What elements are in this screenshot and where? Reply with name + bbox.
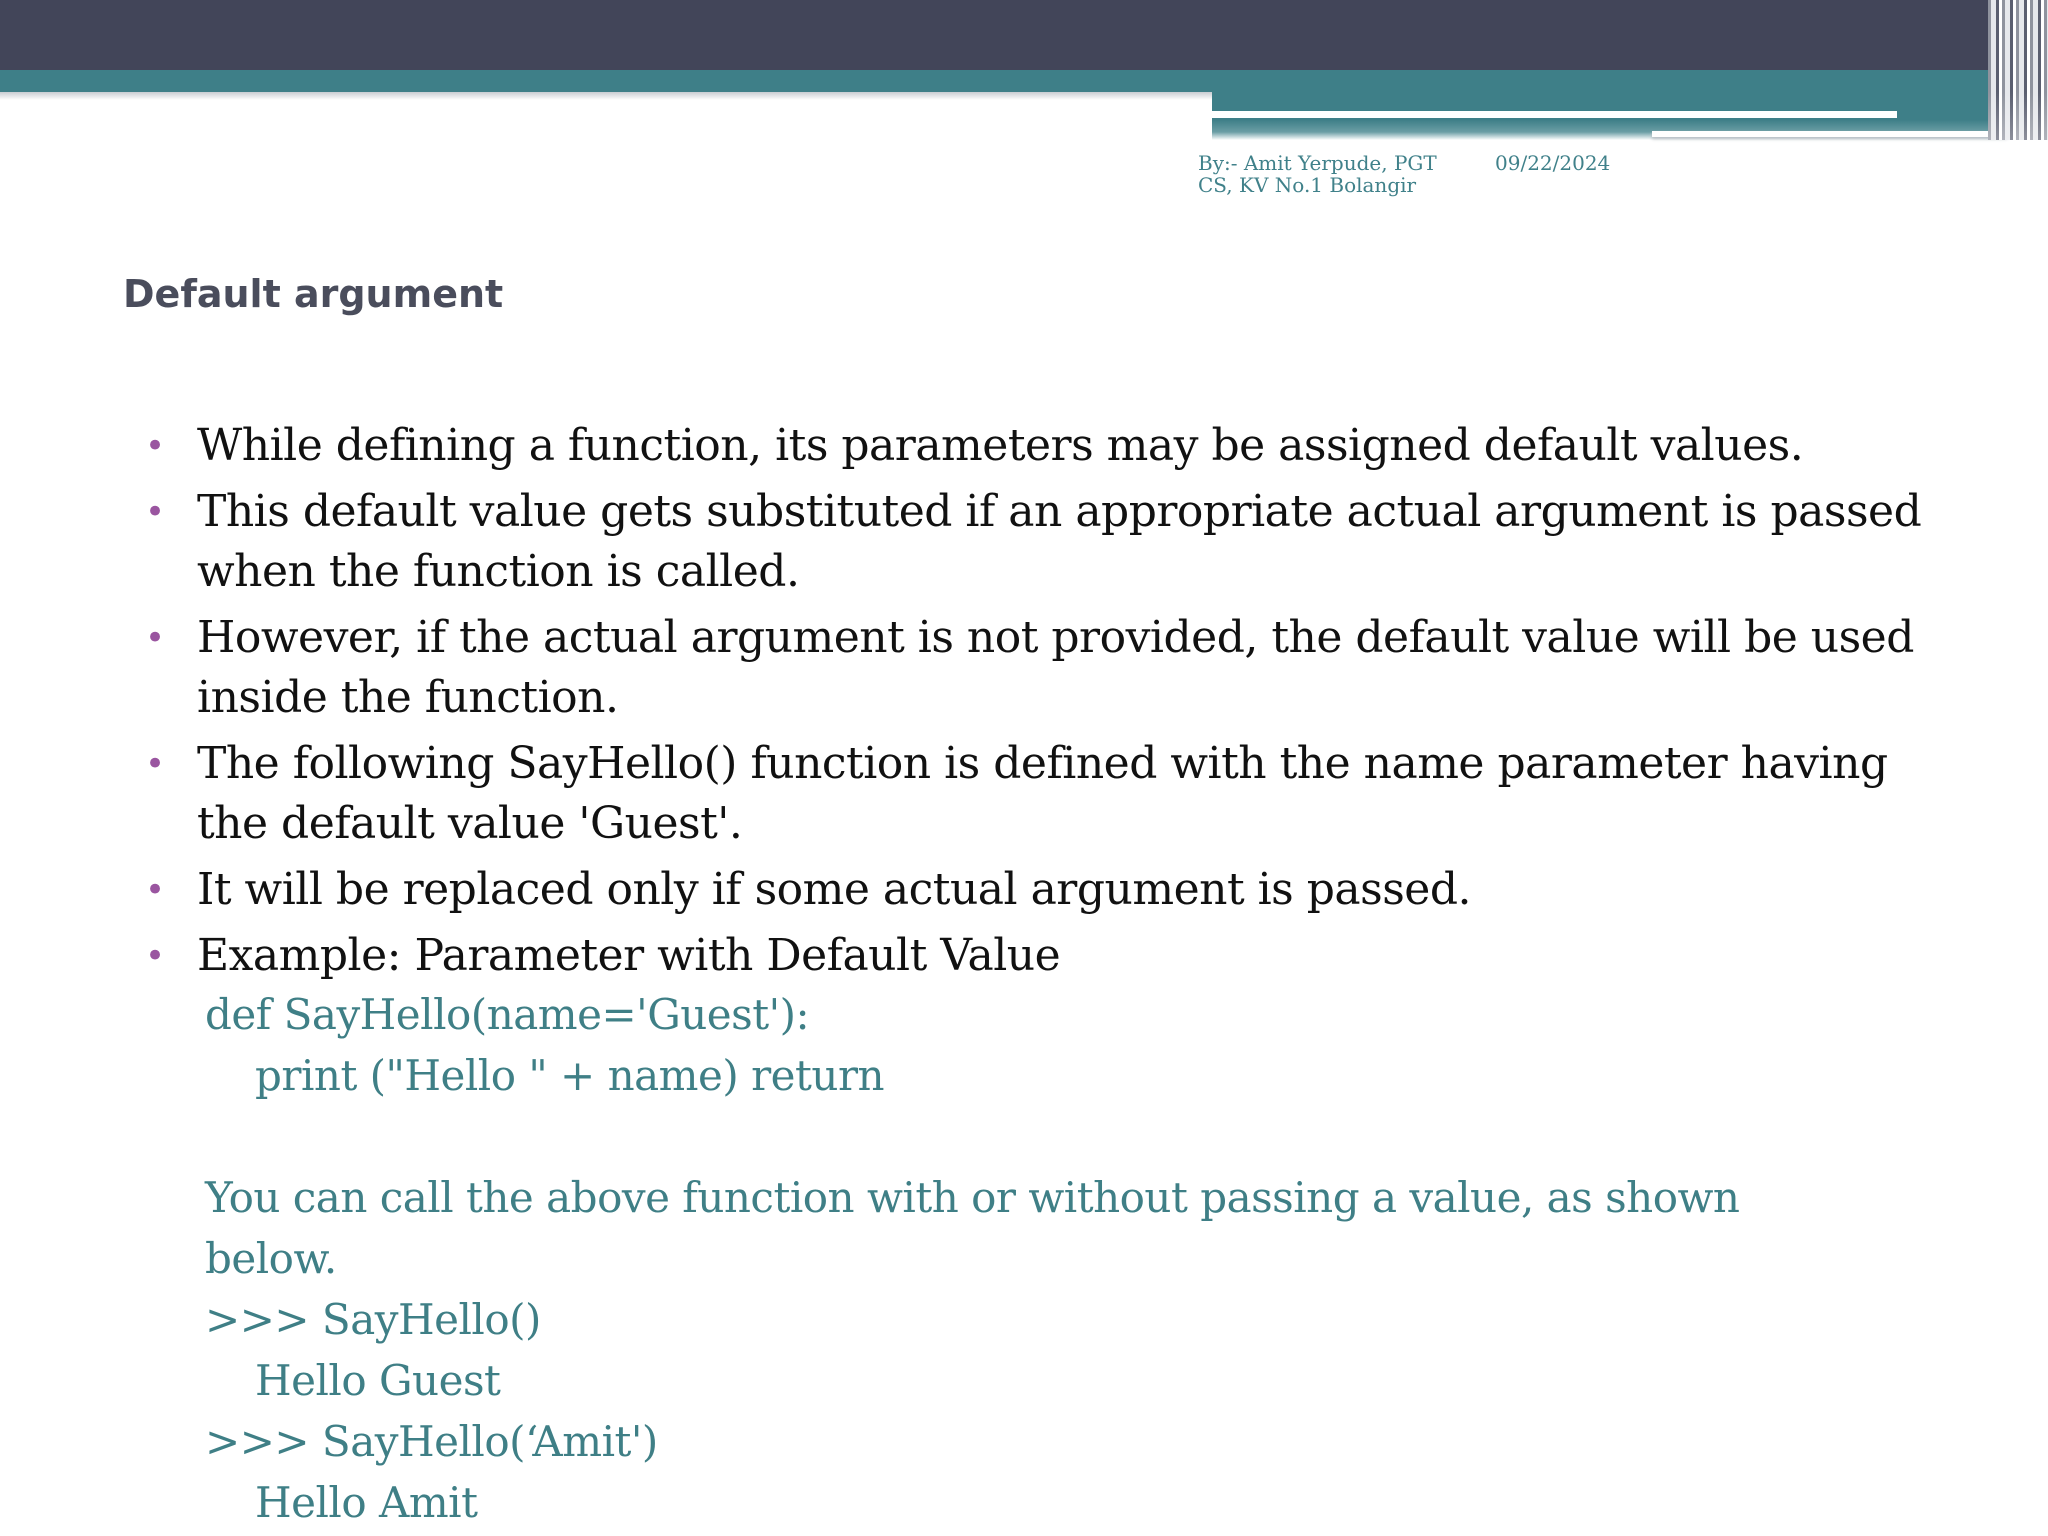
bullet-item [145,416,1945,476]
bullet-dot: • [145,492,165,532]
bullet-text: However, if the actual argument is not provided, the default value will be used [197,612,1914,663]
bullet-item [145,734,1945,854]
bullet-dot: • [145,618,165,658]
header-white-line-short [1652,131,2007,137]
bullet-dot: • [145,870,165,910]
header-white-line [1212,111,1897,118]
author-line-1: By:- Amit Yerpude, PGT [1198,151,1437,175]
code-explain-line-1: You can call the above function with or without passing a value, as shown [205,1173,1740,1222]
bullet-text: The following SayHello() function is defined with the name parameter having [197,738,1888,789]
bullet-dot: • [145,426,165,466]
bullet-text-cont: inside the function. [197,672,619,723]
code-output-2: Hello Amit [255,1478,478,1527]
bullet-text-cont: the default value 'Guest'. [197,798,743,849]
bullet-item [145,926,1945,986]
bullet-text: It will be replaced only if some actual argument is passed. [197,864,1471,915]
bullet-item [145,860,1945,920]
bullet-text-cont: when the function is called. [197,546,800,597]
code-call-2: >>> SayHello(‘Amit') [205,1417,658,1466]
footer-date: 09/22/2024 [1495,151,1611,175]
header-dark-bar [0,0,2048,70]
code-body-line: print ("Hello " + name) return [255,1051,885,1100]
code-def-line: def SayHello(name='Guest'): [205,990,810,1039]
slide-title: Default argument [123,272,504,316]
header-stripes-fade [1988,92,2048,140]
bullet-text: This default value gets substituted if an appropriate actual argument is passed [197,486,1922,537]
header-teal-gradient [1212,120,1990,140]
code-call-1: >>> SayHello() [205,1295,541,1344]
code-output-1: Hello Guest [255,1356,501,1405]
code-example [205,984,1905,1533]
code-blank-line [205,1106,1905,1167]
bullet-item [145,482,1945,602]
bullet-text: While defining a function, its parameters may be assigned default values. [197,420,1804,471]
bullet-dot: • [145,744,165,784]
code-explain-line-2: below. [205,1234,337,1283]
footer-author [1198,152,1468,196]
header-teal-bar [0,70,1990,92]
bullet-dot: • [145,936,165,976]
author-line-2: CS, KV No.1 Bolangir [1198,173,1417,197]
bullet-list [145,416,1945,992]
bullet-text: Example: Parameter with Default Value [197,930,1061,981]
header-shadow [0,92,1212,100]
bullet-item [145,608,1945,728]
